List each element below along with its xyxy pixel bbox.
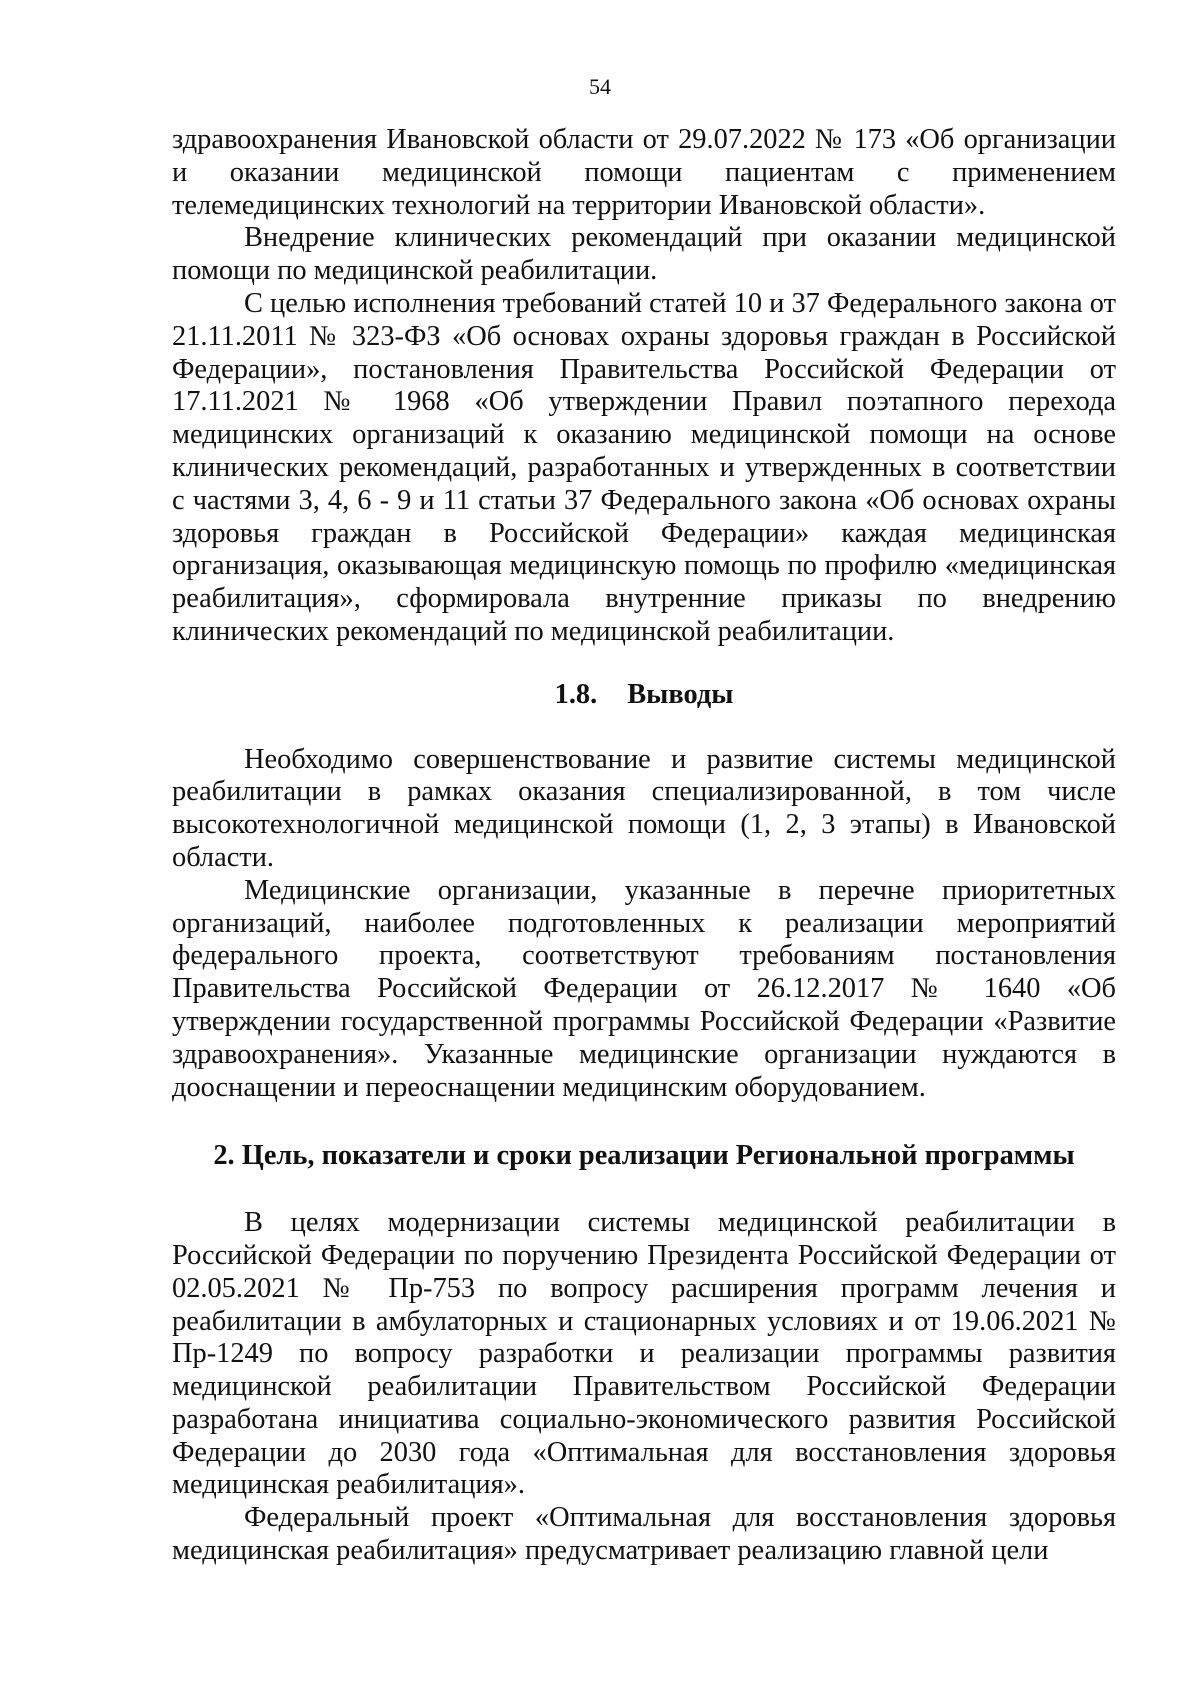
paragraph-conclusion-improvement: Необходимо совершенствование и развитие системы медицинской реабилитации в рамках оказания специализированной, в том числе высокотехнологичной медицинской помощи (1, 2, 3 этапы) в Ивановской области. bbox=[172, 743, 1116, 873]
section-number: 1.8. bbox=[554, 678, 598, 710]
paragraph-goal-modernization: В целях модернизации системы медицинской реабилитации в Российской Федерации по поручению Президента Российской Федерации от 02.05.2021 № Пр-753 по вопросу расширения программ лечения и реабилитации в амбулаторных и стационарных условиях и от 19.06.2021 № Пр-1249 по вопросу разработки и реализации программы развития медицинской реабилитации Правительством Российской Федерации разработана инициатива социально-экономического развития Российской Федерации до 2030 года «Оптимальная для восстановления здоровья медицинская реабилитация». bbox=[172, 1207, 1116, 1501]
paragraph-federal-law: С целью исполнения требований статей 10 и 37 Федерального закона от 21.11.2011 № 323-ФЗ «Об основах охраны здоровья граждан в Российской Федерации», постановления Правительства Российской Федерации от 17.11.2021 № 1968 «Об утверждении Правил поэтапного перехода медицинских организаций к оказанию медицинской помощи на основе клинических рекомендаций, разработанных и утвержденных в соответствии с частями 3, 4, 6 - 9 и 11 статьи 37 Федерального закона «Об основах охраны здоровья граждан в Российской Федерации» каждая медицинская организация, оказывающая медицинскую помощь по профилю «медицинская реабилитация», сформировала внутренние приказы по внедрению клинических рекомендаций по медицинской реабилитации. bbox=[172, 287, 1116, 647]
section-heading-2: 2. Цель, показатели и сроки реализации Региональной программы bbox=[213, 1140, 1075, 1172]
paragraph-clinical-recommendations: Внедрение клинических рекомендаций при оказании медицинской помощи по медицинской реабилитации. bbox=[172, 222, 1116, 287]
paragraph-telemedicine-order: здравоохранения Ивановской области от 29.07.2022 № 173 «Об организации и оказании медицинской помощи пациентам с применением телемедицинских технологий на территории Ивановской области». bbox=[172, 124, 1116, 221]
paragraph-federal-project: Федеральный проект «Оптимальная для восстановления здоровья медицинская реабилитация» предусматривает реализацию главной цели bbox=[172, 1502, 1116, 1567]
section-heading-1-8 bbox=[172, 679, 1116, 712]
section-title: Выводы bbox=[627, 678, 734, 710]
paragraph-conclusion-organizations: Медицинские организации, указанные в перечне приоритетных организаций, наиболее подготовленных к реализации мероприятий федерального проекта, соответствуют требованиям постановления Правительства Российской Федерации от 26.12.2017 № 1640 «Об утверждении государственной программы Российской Федерации «Развитие здравоохранения». Указанные медицинские организации нуждаются в дооснащении и переоснащении медицинским оборудованием. bbox=[172, 874, 1116, 1103]
document-body bbox=[172, 124, 1116, 1568]
page-number: 54 bbox=[589, 74, 611, 99]
